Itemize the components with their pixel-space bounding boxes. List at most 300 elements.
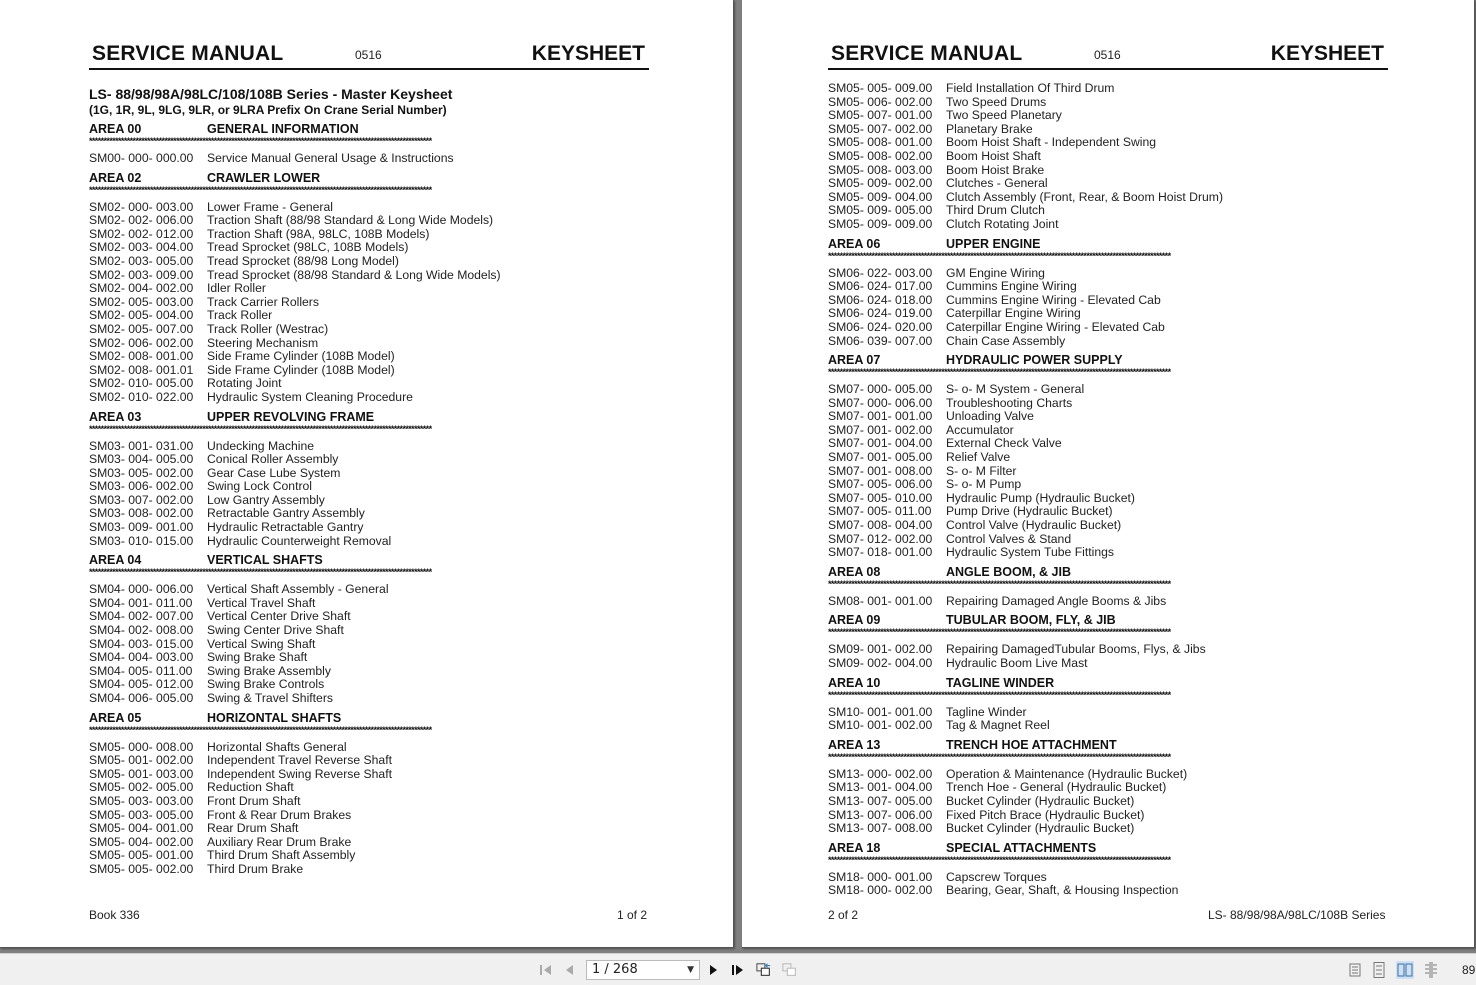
keysheet-entry[interactable] [89,610,649,624]
keysheet-entry[interactable] [89,863,649,877]
keysheet-entry[interactable] [828,177,1388,191]
section-code: SM05- 007- 001.00 [828,108,933,123]
header-code: 0516 [1094,48,1121,62]
keysheet-entry[interactable] [89,282,649,296]
keysheet-entry[interactable] [828,465,1388,479]
continued-item-list [828,82,1388,232]
section-code: SM02- 005- 003.00 [89,294,194,309]
keysheet-entry[interactable] [828,768,1388,782]
keysheet-entry[interactable] [828,150,1388,164]
area-section [828,237,1388,349]
keysheet-entry[interactable] [89,269,649,283]
section-title: Swing Brake Shaft [207,650,308,665]
keysheet-entry[interactable] [89,323,649,337]
section-code: SM02- 002- 012.00 [89,226,194,241]
keysheet-entry[interactable] [89,665,649,679]
section-code: SM10- 001- 002.00 [828,718,933,733]
section-title: Service Manual General Usage & Instructions [207,151,454,165]
section-title: Trench Hoe - General (Hydraulic Bucket) [946,780,1167,795]
area-items [828,383,1388,560]
section-title: Third Drum Clutch [946,203,1045,218]
keysheet-entry[interactable] [828,191,1388,205]
page-number-value: 1 / 268 [592,962,638,977]
section-title: Caterpillar Engine Wiring - Elevated Cab [946,319,1165,334]
section-code: SM05- 003- 003.00 [89,793,194,808]
area-items [89,201,649,405]
keysheet-entry[interactable] [828,505,1388,519]
asterisk-divider: ********************************************************************************************************************** [828,251,1171,261]
keysheet-entry[interactable] [89,741,649,755]
section-title: Tread Sprocket (88/98 Standard & Long Wide Models) [207,267,501,282]
keysheet-entry[interactable] [828,136,1388,150]
section-title: Steering Mechanism [207,335,319,350]
asterisk-divider: ********************************************************************************************************************** [828,579,1171,589]
area-heading [89,171,649,186]
section-title: Bucket Cylinder (Hydraulic Bucket) [946,793,1135,808]
keysheet-entry[interactable] [89,377,649,391]
keysheet-entry[interactable] [828,871,1388,885]
section-title: S- o- M Filter [946,463,1017,478]
keysheet-entry[interactable] [89,228,649,242]
section-code: SM18- 000- 002.00 [828,883,933,898]
keysheet-entry[interactable] [828,706,1388,720]
section-code: SM04- 002- 007.00 [89,609,194,624]
keysheet-entry[interactable] [828,82,1388,96]
section-title: Boom Hoist Shaft - Independent Swing [946,135,1157,150]
section-title: GM Engine Wiring [946,265,1045,280]
section-code: SM02- 005- 007.00 [89,321,194,336]
section-title: Clutches - General [946,176,1048,191]
keysheet-entry[interactable] [89,440,649,454]
keysheet-entry[interactable] [89,391,649,405]
area-number: AREA 09 [828,613,881,628]
zoom-level[interactable]: 89 [1462,963,1476,977]
section-title: Retractable Gantry Assembly [207,506,365,521]
keysheet-entry[interactable] [89,309,649,323]
keysheet-entry[interactable] [89,337,649,351]
continuous-view-button[interactable] [1370,961,1388,979]
keysheet-entry[interactable] [828,383,1388,397]
area-items [828,595,1388,609]
keysheet-entry[interactable] [89,809,649,823]
section-title: Idler Roller [207,281,266,296]
section-code: SM05- 002- 005.00 [89,780,194,795]
section-code: SM02- 004- 002.00 [89,281,194,296]
area-section [828,613,1388,670]
section-title: Vertical Shaft Assembly - General [207,582,389,597]
section-code: SM04- 000- 006.00 [89,582,194,597]
section-title: Rear Drum Shaft [207,821,299,836]
keysheet-entry[interactable] [828,123,1388,137]
keysheet-entry[interactable] [828,397,1388,411]
section-code: SM02- 000- 003.00 [89,199,194,214]
section-title: Hydraulic System Cleaning Procedure [207,389,413,404]
area-section [89,122,649,166]
chevron-down-icon[interactable]: ▼ [687,965,694,975]
area-section [828,738,1388,836]
keysheet-entry[interactable] [828,781,1388,795]
keysheet-entry[interactable] [828,719,1388,733]
keysheet-entry[interactable] [828,478,1388,492]
prev-view-icon [756,962,772,978]
keysheet-entry[interactable] [89,255,649,269]
section-title: Auxiliary Rear Drum Brake [207,834,352,849]
document-subtitle-prefix: (1G, 1R, 9L, 9LG, 9LR, or 9LRA Prefix On Crane Serial Number) [89,103,447,117]
asterisk-divider: ********************************************************************************************************************** [89,424,432,434]
keysheet-entry[interactable] [828,109,1388,123]
area-name: CRAWLER LOWER [207,170,321,185]
section-title: Vertical Center Drive Shaft [207,609,351,624]
section-title: Undecking Machine [207,438,315,453]
section-title: Accumulator [946,422,1014,437]
keysheet-entry[interactable] [89,364,649,378]
section-title: Control Valve (Hydraulic Bucket) [946,518,1122,533]
section-title: Boom Hoist Brake [946,162,1045,177]
keysheet-entry[interactable] [89,350,649,364]
area-number: AREA 06 [828,236,881,251]
area-heading [89,410,649,425]
area-items [89,152,649,166]
keysheet-entry[interactable] [828,657,1388,671]
area-heading [828,237,1388,252]
area-heading [828,676,1388,691]
two-page-view-button[interactable] [1396,961,1414,979]
section-code: SM13- 001- 004.00 [828,780,933,795]
keysheet-entry[interactable] [828,294,1388,308]
section-code: SM04- 001- 011.00 [89,595,193,610]
section-code: SM03- 004- 005.00 [89,452,194,467]
keysheet-entry[interactable] [89,521,649,535]
keysheet-entry[interactable] [89,597,649,611]
section-code: SM02- 008- 001.00 [89,349,194,364]
page-header [828,40,1388,70]
section-code: SM06- 024- 020.00 [828,319,933,334]
keysheet-entry[interactable] [828,410,1388,424]
area-heading [828,565,1388,580]
keysheet-entry[interactable] [828,280,1388,294]
prev-page-button[interactable] [562,962,578,978]
section-code: SM06- 022- 003.00 [828,265,933,280]
section-code: SM07- 000- 006.00 [828,395,933,410]
section-code: SM05- 009- 005.00 [828,203,933,218]
section-code: SM05- 008- 002.00 [828,148,933,163]
asterisk-divider: ********************************************************************************************************************** [828,855,1171,865]
keysheet-entry[interactable] [89,453,649,467]
section-code: SM07- 001- 001.00 [828,409,933,424]
section-code: SM07- 000- 005.00 [828,382,933,397]
section-code: SM05- 009- 009.00 [828,216,933,231]
area-items [828,871,1388,898]
last-page-icon [731,964,745,976]
section-code: SM03- 010- 015.00 [89,533,194,548]
last-page-button[interactable] [730,962,746,978]
keysheet-entry[interactable] [828,822,1388,836]
keysheet-entry[interactable] [828,884,1388,898]
section-code: SM02- 010- 005.00 [89,376,194,391]
area-heading [828,613,1388,628]
keysheet-entry[interactable] [89,692,649,706]
keysheet-entry[interactable] [828,424,1388,438]
area-name: TUBULAR BOOM, FLY, & JIB [946,613,1116,628]
section-title: Swing Brake Controls [207,677,325,692]
section-title: Clutch Assembly (Front, Rear, & Boom Hoist Drum) [946,189,1224,204]
area-number: AREA 04 [89,553,142,568]
keysheet-entry[interactable] [828,218,1388,232]
area-items [89,583,649,705]
right-page-content [828,40,1388,898]
keysheet-entry[interactable] [828,546,1388,560]
section-code: SM06- 024- 019.00 [828,306,933,321]
section-title: Swing Brake Assembly [207,663,331,678]
keysheet-entry[interactable] [89,849,649,863]
header-title: SERVICE MANUAL [831,42,1023,65]
section-code: SM05- 001- 003.00 [89,766,194,781]
header-code: 0516 [355,48,382,62]
keysheet-entry[interactable] [89,241,649,255]
area-section [89,553,649,705]
next-page-button[interactable] [705,962,721,978]
keysheet-entry[interactable] [828,492,1388,506]
right-footer-page: 2 of 2 [828,908,859,922]
keysheet-entry[interactable] [89,781,649,795]
section-code: SM04- 006- 005.00 [89,691,194,705]
area-number: AREA 08 [828,564,881,579]
section-code: SM03- 001- 031.00 [89,438,194,453]
keysheet-entry[interactable] [828,451,1388,465]
keysheet-entry[interactable] [828,643,1388,657]
section-code: SM07- 005- 011.00 [828,504,932,519]
section-title: Rotating Joint [207,376,282,391]
section-code: SM03- 006- 002.00 [89,479,194,494]
keysheet-entry[interactable] [89,651,649,665]
section-title: Clutch Rotating Joint [946,216,1059,231]
keysheet-entry[interactable] [89,822,649,836]
header-keysheet: KEYSHEET [1270,42,1384,65]
keysheet-entry[interactable] [89,624,649,638]
section-code: SM07- 012- 002.00 [828,531,933,546]
area-section [828,565,1388,609]
section-title: Third Drum Brake [207,861,304,876]
keysheet-entry[interactable] [828,164,1388,178]
section-title: Hydraulic Pump (Hydraulic Bucket) [946,490,1135,505]
section-title: Track Roller (Westrac) [207,321,329,336]
keysheet-entry[interactable] [89,296,649,310]
section-title: Repairing Damaged Angle Booms & Jibs [946,593,1167,608]
document-subtitle: LS- 88/98/98A/98LC/108/108B Series - Master Keysheet [89,86,453,102]
keysheet-entry[interactable] [89,583,649,597]
section-code: SM07- 001- 008.00 [828,463,933,478]
section-title: Relief Valve [946,450,1011,465]
keysheet-entry[interactable] [828,321,1388,335]
section-code: SM05- 008- 003.00 [828,162,933,177]
section-title: Tagline Winder [946,704,1027,719]
header-title: SERVICE MANUAL [92,42,284,65]
section-code: SM07- 005- 006.00 [828,477,933,492]
keysheet-entry[interactable] [89,638,649,652]
section-code: SM04- 005- 011.00 [89,663,193,678]
keysheet-entry[interactable] [89,480,649,494]
section-code: SM05- 006- 002.00 [828,94,933,109]
section-code: SM05- 004- 002.00 [89,834,194,849]
section-code: SM05- 005- 009.00 [828,81,933,95]
section-title: Operation & Maintenance (Hydraulic Bucket) [946,766,1188,781]
area-number: AREA 00 [89,122,142,136]
keysheet-entry[interactable] [89,836,649,850]
next-view-button[interactable] [782,962,798,978]
section-code: SM13- 007- 005.00 [828,793,933,808]
section-title: Bucket Cylinder (Hydraulic Bucket) [946,821,1135,836]
section-code: SM06- 024- 017.00 [828,279,933,294]
section-title: Vertical Travel Shaft [207,595,316,610]
section-code: SM13- 007- 008.00 [828,821,933,836]
area-number: AREA 07 [828,353,881,368]
left-footer-page: 1 of 2 [617,908,648,922]
area-items [828,706,1388,733]
section-title: Two Speed Planetary [946,108,1062,123]
single-page-icon [1349,963,1361,977]
area-heading [828,738,1388,753]
two-page-icon [1397,963,1413,977]
section-code: SM18- 000- 001.00 [828,869,933,884]
section-title: Chain Case Assembly [946,333,1066,348]
area-section [828,676,1388,733]
section-title: Track Carrier Rollers [207,294,319,309]
two-page-continuous-icon [1423,962,1439,978]
page-header [89,40,649,70]
section-code: SM03- 008- 002.00 [89,506,194,521]
section-title: Cummins Engine Wiring - Elevated Cab [946,292,1161,307]
area-number: AREA 02 [89,170,142,185]
previous-view-button[interactable] [756,962,772,978]
keysheet-entry[interactable] [89,535,649,549]
keysheet-entry[interactable] [828,96,1388,110]
keysheet-entry[interactable] [89,678,649,692]
keysheet-entry[interactable] [828,267,1388,281]
section-code: SM09- 001- 002.00 [828,642,933,657]
keysheet-entry[interactable] [828,437,1388,451]
section-title: Planetary Brake [946,121,1033,136]
section-title: Hydraulic System Tube Fittings [946,545,1114,560]
keysheet-entry[interactable] [828,335,1388,349]
section-title: Troubleshooting Charts [946,395,1073,410]
section-title: Independent Travel Reverse Shaft [207,753,392,768]
area-section [828,841,1388,898]
section-title: Pump Drive (Hydraulic Bucket) [946,504,1113,519]
first-page-button[interactable] [538,962,554,978]
section-title: Two Speed Drums [946,94,1047,109]
asterisk-divider: ********************************************************************************************************************** [89,725,432,735]
keysheet-entry[interactable] [828,204,1388,218]
section-code: SM04- 002- 008.00 [89,623,194,638]
section-title: Traction Shaft (88/98 Standard & Long Wide Models) [207,213,494,228]
area-section [89,711,649,877]
section-title: Reduction Shaft [207,780,294,795]
area-heading [89,711,649,726]
keysheet-entry[interactable] [89,795,649,809]
keysheet-entry[interactable] [89,152,649,166]
left-footer-book: Book 336 [89,908,140,922]
next-view-icon [782,962,798,978]
keysheet-entry[interactable] [828,809,1388,823]
two-page-continuous-view-button[interactable] [1422,961,1440,979]
page-number-input[interactable] [586,960,700,980]
area-items [828,643,1388,670]
section-code: SM05- 007- 002.00 [828,121,933,136]
area-name: HYDRAULIC POWER SUPPLY [946,353,1123,368]
section-code: SM10- 001- 001.00 [828,704,933,719]
section-title: Hydraulic Counterweight Removal [207,533,392,548]
section-code: SM13- 007- 006.00 [828,807,933,822]
section-title: Unloading Valve [946,409,1034,424]
section-code: SM05- 004- 001.00 [89,821,194,836]
keysheet-entry[interactable] [89,507,649,521]
keysheet-entry[interactable] [828,307,1388,321]
section-code: SM00- 000- 000.00 [89,151,194,165]
keysheet-entry[interactable] [828,533,1388,547]
section-title: Capscrew Torques [946,869,1047,884]
section-title: Side Frame Cylinder (108B Model) [207,349,395,364]
section-title: Boom Hoist Shaft [946,148,1041,163]
area-name: GENERAL INFORMATION [207,122,359,136]
section-title: Independent Swing Reverse Shaft [207,766,392,781]
section-code: SM05- 008- 001.00 [828,135,933,150]
keysheet-entry[interactable] [828,795,1388,809]
area-number: AREA 13 [828,737,881,752]
first-page-icon [539,964,553,976]
asterisk-divider: ********************************************************************************************************************** [828,752,1171,762]
keysheet-entry[interactable] [89,467,649,481]
area-items [828,768,1388,836]
section-title: Track Roller [207,308,273,323]
section-code: SM05- 009- 004.00 [828,189,933,204]
area-number: AREA 03 [89,409,142,424]
asterisk-divider: ********************************************************************************************************************** [89,137,432,146]
left-page-content [89,40,649,877]
section-code: SM06- 039- 007.00 [828,333,933,348]
section-title: Horizontal Shafts General [207,739,347,754]
section-title: Hydraulic Boom Live Mast [946,656,1088,670]
area-number: AREA 18 [828,840,881,855]
keysheet-entry[interactable] [89,201,649,215]
area-items [89,741,649,877]
section-code: SM02- 002- 006.00 [89,213,194,228]
keysheet-entry[interactable] [89,494,649,508]
area-items [828,267,1388,349]
section-code: SM08- 001- 001.00 [828,593,933,608]
section-code: SM02- 005- 004.00 [89,308,194,323]
keysheet-entry[interactable] [828,519,1388,533]
section-code: SM05- 000- 008.00 [89,739,194,754]
section-code: SM03- 007- 002.00 [89,492,194,507]
section-code: SM09- 002- 004.00 [828,656,933,670]
section-code: SM07- 008- 004.00 [828,518,933,533]
section-code: SM03- 005- 002.00 [89,465,194,480]
section-code: SM02- 008- 001.01 [89,362,194,377]
section-title: Traction Shaft (98A, 98LC, 108B Models) [207,226,430,241]
single-page-view-button[interactable] [1346,961,1364,979]
keysheet-entry[interactable] [89,768,649,782]
section-title: Swing Lock Control [207,479,312,494]
keysheet-entry[interactable] [89,214,649,228]
section-title: Cummins Engine Wiring [946,279,1077,294]
section-title: Fixed Pitch Brace (Hydraulic Bucket) [946,807,1145,822]
section-code: SM06- 024- 018.00 [828,292,933,307]
keysheet-entry[interactable] [828,595,1388,609]
area-number: AREA 05 [89,710,142,725]
keysheet-entry[interactable] [89,754,649,768]
section-code: SM05- 005- 001.00 [89,848,194,863]
section-title: Conical Roller Assembly [207,452,339,467]
